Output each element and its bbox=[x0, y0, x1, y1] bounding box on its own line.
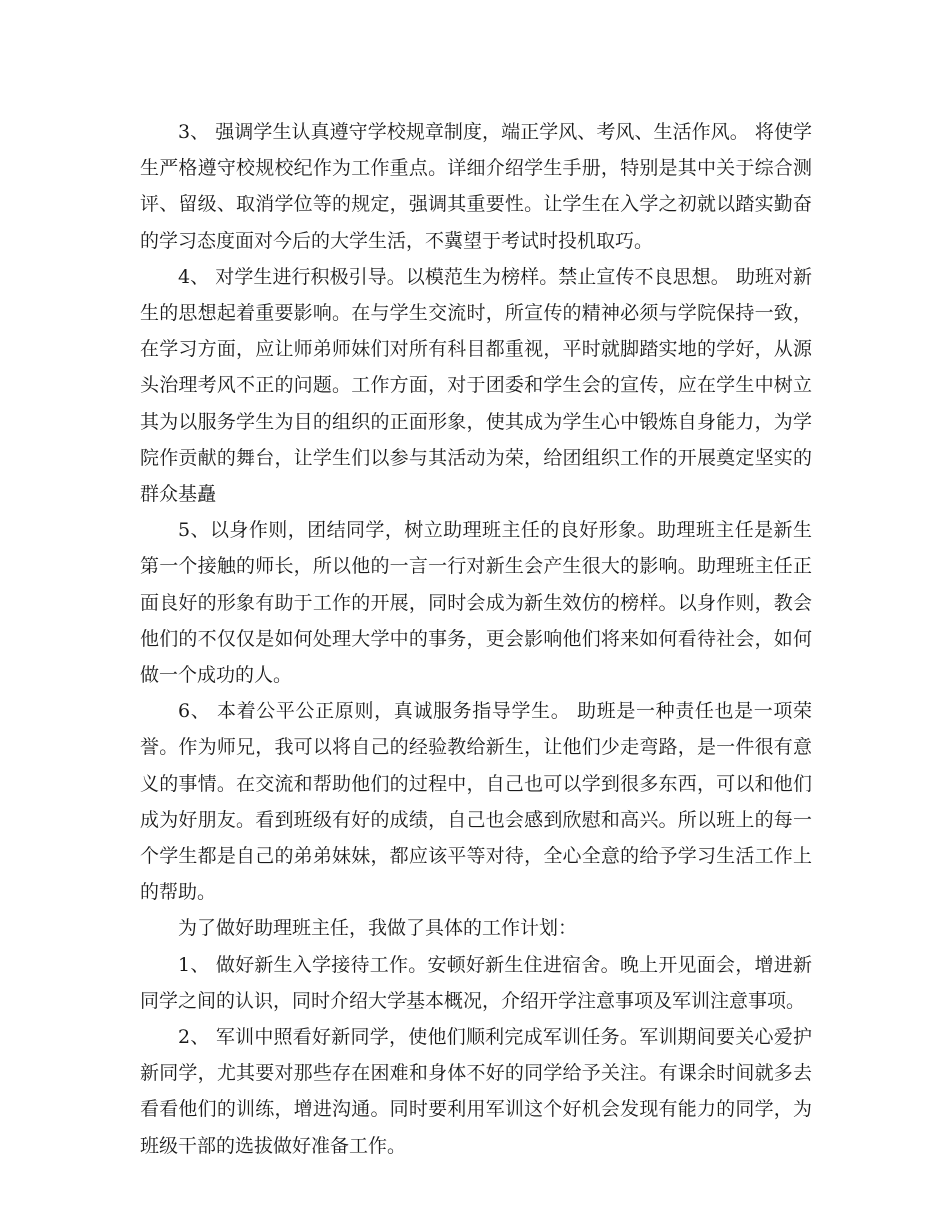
paragraph-item-6: 6、 本着公平公正原则，真诚服务指导学生。 助班是一种责任也是一项荣誉。作为师兄，我可以将自己的经验教给新生，让他们少走弯路，是一件很有意义的事情。在交流和帮助他们的过程中，自己也可以学到很多东西，可以和他们成为好朋友。看到班级有好的成绩，自己也会感到欣慰和高兴。所以班上的每一个学生都是自己的弟弟妹妹，都应该平等对待，全心全意的给予学习生活工作上的帮助。 bbox=[140, 700, 812, 904]
paragraph-item-4: 4、 对学生进行积极引导。以模范生为榜样。禁止宣传不良思想。 助班对新生的思想起着重要影响。在与学生交流时，所宣传的精神必须与学院保持一致，在学习方面，应让师弟师妹们对所有科目都重视，平时就脚踏实地的学好，从源头治理考风不正的问题。工作方面，对于团委和学生会的宣传，应在学生中树立其为以服务学生为目的组织的正面形象，使其成为学生心中锻炼自身能力，为学院作贡献的舞台，让学生们以参与其活动为荣，给团组织工作的开展奠定坚实的群众基矗 bbox=[140, 265, 812, 506]
paragraph-item-5: 5、以身作则，团结同学，树立助理班主任的良好形象。助理班主任是新生第一个接触的师长，所以他的一言一行对新生会产生很大的影响。助理班主任正面良好的形象有助于工作的开展，同时会成为新生效仿的榜样。以身作则，教会他们的不仅仅是如何处理大学中的事务，更会影响他们将来如何看待社会，如何做一个成功的人。 bbox=[140, 519, 812, 687]
paragraph-plan-2: 2、 军训中照看好新同学，使他们顺利完成军训任务。军训期间要关心爱护新同学，尤其要对那些存在困难和身体不好的同学给予关注。有课余时间就多去看看他们的训练，增进沟通。同时要利用军训这个好机会发现有能力的同学，为班级干部的选拔做好准备工作。 bbox=[140, 1026, 812, 1157]
paragraph-work-plan-intro: 为了做好助理班主任，我做了具体的工作计划： bbox=[178, 917, 578, 940]
document-page bbox=[140, 114, 812, 1164]
paragraph-plan-1: 1、 做好新生入学接待工作。安顿好新生住进宿舍。晚上开见面会，增进新同学之间的认识，同时介绍大学基本概况，介绍开学注意事项及军训注意事项。 bbox=[140, 953, 812, 1012]
paragraph-item-3: 3、 强调学生认真遵守学校规章制度，端正学风、考风、生活作风。 将使学生严格遵守校规校纪作为工作重点。详细介绍学生手册，特别是其中关于综合测评、留级、取消学位等的规定，强调其重要性。让学生在入学之初就以踏实勤奋的学习态度面对今后的大学生活，不冀望于考试时投机取巧。 bbox=[140, 121, 812, 252]
